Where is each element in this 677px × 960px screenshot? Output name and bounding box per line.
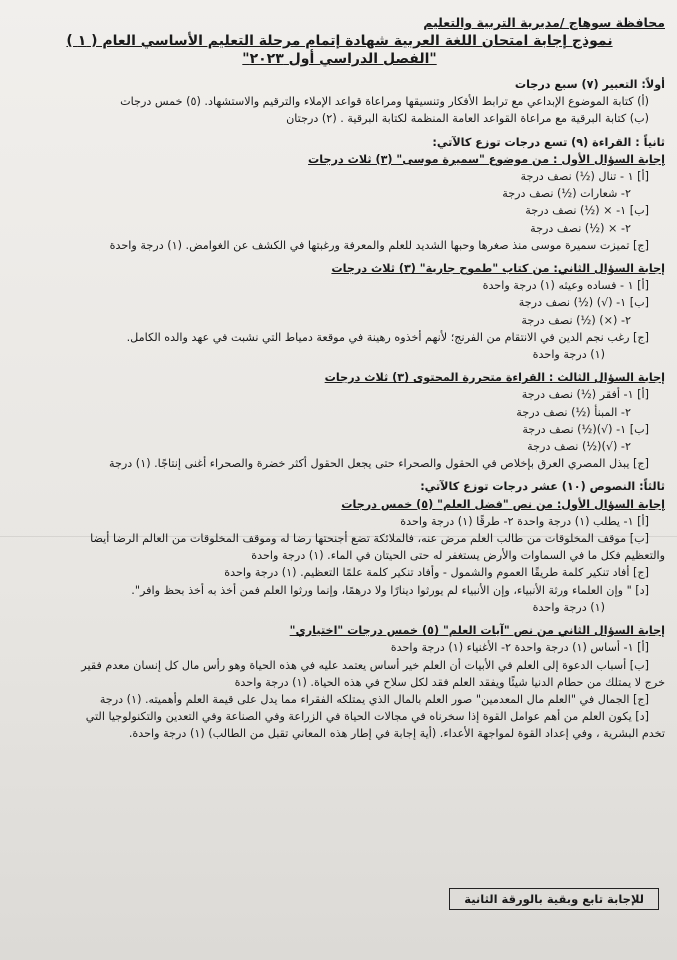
answer-line: ٢- المبنأ (½) نصف درجة [516, 405, 631, 419]
answer-line: [أ] ١- يطلب (١) درجة واحدة ٢- طرقًا (١) درجة واحدة [400, 514, 649, 528]
answer-line: [ج] تميزت سميرة موسى منذ صغرها وحبها الشديد للعلم والمعرفة ورغبتها في الكشف عن الغوامض. (١) درجة واحدة [109, 238, 649, 252]
answer-line: [د] " وإن العلماء ورثة الأنبياء، وإن الأنبياء لم يورثوا دينارًا ولا درهمًا، وإنما ورثوا العلم فمن أخذ به أخذ بحظ وافر". [131, 583, 649, 597]
answer-line: [ج] الجمال في "العلم مال المعدمين" صور العلم بالمال الذي يمتلكه الفقراء مما يدل على قيمة العلم وأهميته. (١) درجة [99, 692, 649, 706]
section-heading: ثانياً : القراءة (٩) تسع درجات توزع كالآتي: [432, 135, 665, 149]
question-heading: إجابة السؤال الأول: من نص "فضل العلم" (٥) خمس درجات [341, 497, 665, 511]
answer-line: (أ) كتابة الموضوع الإبداعي مع ترابط الأفكار وتنسيقها ومراعاة قواعد الإملاء والترقيم والاستشهاد. (٥) خمس درجات [120, 95, 649, 109]
continuation-note: للإجابة تابع وبقية بالورقة الثانية [449, 888, 659, 910]
question-heading: إجابة السؤال الثالث : القراءة متحررة المحتوى (٣) ثلاث درجات [324, 371, 665, 385]
answer-line: [أ] ١- أساس (١) درجة واحدة ٢- الأغنياء (١) درجة واحدة [390, 641, 649, 655]
section-heading: ثالثاً: النصوص (١٠) عشر درجات توزع كالآتي: [420, 480, 665, 494]
answer-line: [ب] موقف المخلوقات من طالب العلم مرض عنه، فالملائكة تضع أجنحتها رضا له وموقف المخلوقات من العالم الرضا أيضا [90, 532, 649, 546]
header-org: محافظة سوهاج /مديرية التربية والتعليم [423, 15, 665, 30]
answer-line: خرج لا يمتلك من حطام الدنيا شيئًا ويفقد العلم فقد لكل سلاح في هذه الحياة. (١) درجة واحدة [234, 675, 665, 689]
answer-line: [ج] يبذل المصري العرق بإخلاص في الحقول والصحراء حتى يجعل الحقول أكثر خضرة والصحراء أغنى إنتاجًا. (١) درجة [108, 457, 649, 471]
question-heading: إجابة السؤال الثاني: من كتاب "طموح جارية" (٣) ثلاث درجات [331, 262, 665, 276]
answer-line: ٢- × (½) نصف درجة [530, 221, 631, 235]
answer-line: [ب] ١- (√) (½) نصف درجة [518, 296, 649, 310]
answer-line: [ج] أفاد تنكير كلمة طريقًا العموم والشمول - وأفاد تنكير كلمة علمًا التعظيم. (١) درجة واحدة [224, 566, 649, 580]
answer-line: [أ] ١ - فساده وعيثه (١) درجة واحدة [482, 279, 649, 293]
answer-line: [ج] رغب نجم الدين في الانتقام من الفرنج؛ لأنهم أخذوه رهينة في موقعة دمياط التي نشبت في عهد والده الكامل. [126, 330, 649, 344]
answer-line: (١) درجة واحدة [532, 348, 605, 362]
answer-line: [ب] ١- × (½) نصف درجة [525, 204, 649, 218]
answer-line: [د] يكون العلم من أهم عوامل القوة إذا سخرناه في مجالات الحياة في الزراعة وفي الصناعة وفي التعدين والتكنولوجيا التي [85, 710, 649, 724]
answer-line: تخدم البشرية ، وفي إعداد القوة لمواجهة الأعداء. (أية إجابة في إطار هذه المعاني تقبل من الطالب) (١) درجة واحدة. [128, 727, 665, 741]
paper-fold [0, 536, 677, 537]
answer-line: ٢- شعارات (½) نصف درجة [502, 187, 631, 201]
question-heading: إجابة السؤال الأول : من موضوع "سميرة موسى" (٣) ثلاث درجات [308, 152, 665, 166]
answer-line: [ب] أسباب الدعوة إلى العلم في الأبيات أن العلم خير أساس يعتمد عليه في هذه الحياة وهو رأس مال كل إنسان معدم فقير [81, 658, 649, 672]
answer-line: (١) درجة واحدة [532, 600, 605, 614]
answer-line: [أ] ١ - تنال (½) نصف درجة [520, 170, 649, 184]
answer-line: [أ] ١- أفقر (½) نصف درجة [521, 388, 649, 402]
answer-line: ٢- (×) (½) نصف درجة [521, 313, 631, 327]
answer-line: والتعظيم فكل ما في السماوات والأرض يستغفر له حتى الحيتان في الماء. (١) درجة واحدة [251, 549, 665, 563]
answer-line: [ب] ١- (√)(½) نصف درجة [522, 422, 649, 436]
question-heading: إجابة السؤال الثاني من نص "آيات العلم" (٥) خمس درجات "اختياري" [289, 624, 665, 638]
section-heading: أولاً: التعبير (٧) سبع درجات [514, 78, 665, 91]
header-title: نموذج إجابة امتحان اللغة العربية شهادة إتمام مرحلة التعليم الأساسي العام ( ١ ) [66, 33, 613, 49]
header-term: "الفصل الدراسي أول ٢٠٢٣" [242, 51, 437, 67]
answer-line: (ب) كتابة البرقية مع مراعاة القواعد العامة المنظمة لكتابة البرقية . (٢) درجتان [286, 112, 649, 126]
answer-line: ٢- (√)(½) نصف درجة [527, 440, 631, 454]
